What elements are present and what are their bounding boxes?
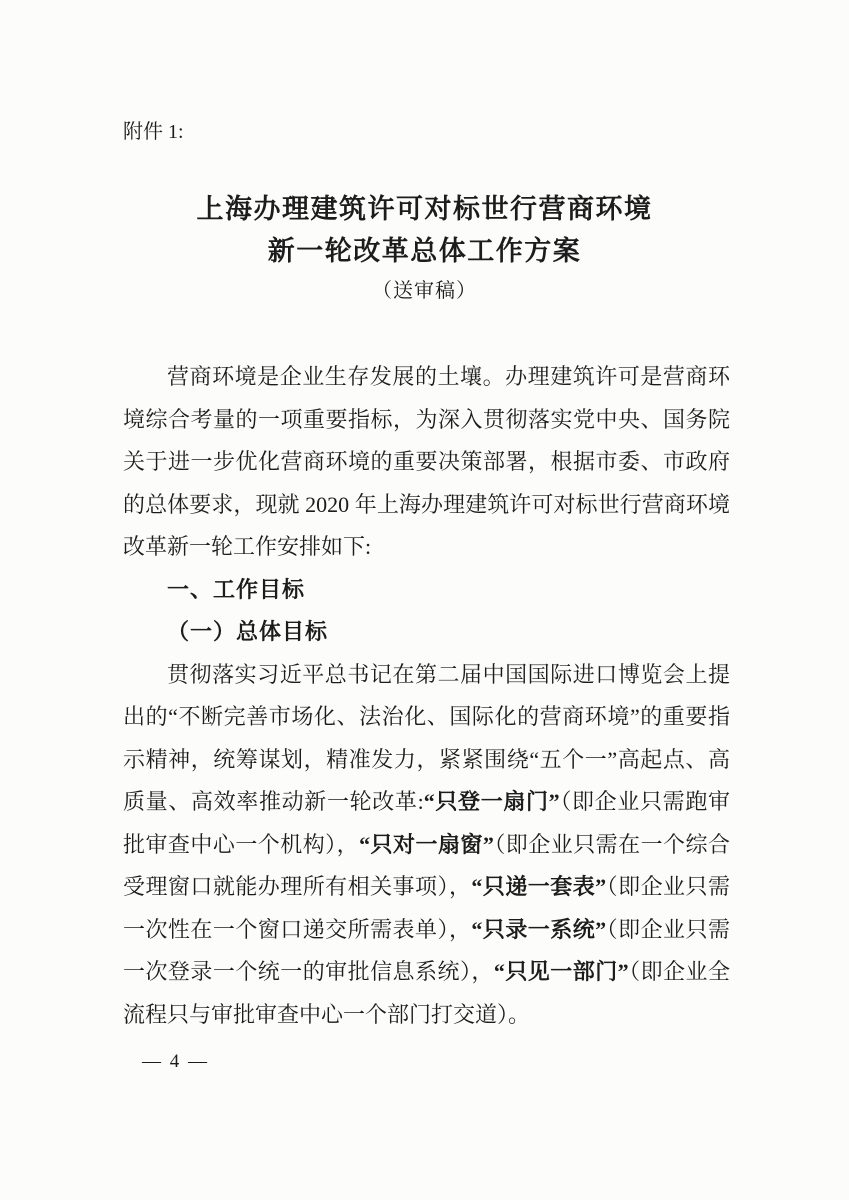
document-title — [0, 188, 849, 272]
text-segment-bold-one-window: “只对一扇窗” — [359, 831, 494, 857]
page-number: — 4 — — [142, 1051, 209, 1072]
document-title-line-2: 新一轮改革总体工作方案 — [267, 236, 582, 266]
text-segment-bold-one-form-set: “只递一套表” — [471, 874, 607, 899]
paragraph-overall-goals — [123, 654, 730, 1037]
text-segment-bold-one-department: “只见一部门” — [493, 959, 629, 984]
document-body — [123, 356, 730, 1036]
text-segment: （即企业全流程只与审批审查中心一个部门打交道）。 — [123, 959, 730, 1027]
subsection-heading-overall-goals: （一）总体目标 — [167, 619, 329, 644]
attachment-label: 附件 1: — [123, 121, 184, 143]
text-segment: （即企业只需一次性在一个窗口递交所需表单）， — [123, 874, 730, 942]
text-segment: （即企业只需跑审批审查中心一个机构）， — [123, 789, 730, 857]
paragraph-intro: 营商环境是企业生存发展的土壤。办理建筑许可是营商环境综合考量的一项重要指标，为深入贯彻落实党中央、国务院关于进一步优化营商环境的重要决策部署，根据市委、市政府的总体要求，现就 2020 年上海办理建筑许可对标世行营商环境改革新一轮工作安排如下: — [123, 364, 730, 559]
text-segment: （即企业只需在一个综合受理窗口就能办理所有相关事项）， — [123, 831, 730, 899]
text-segment: （即企业只需一次登录一个统一的审批信息系统）， — [123, 916, 730, 984]
text-segment-bold-one-system: “只录一系统” — [471, 916, 607, 942]
text-segment-bold-one-door: “只登一扇门” — [423, 789, 560, 814]
section-heading-work-goals: 一、工作目标 — [167, 576, 306, 602]
document-subtitle: （送审稿） — [372, 280, 477, 302]
document-title-line-1: 上海办理建筑许可对标世行营商环境 — [196, 194, 653, 224]
text-segment: 贯彻落实习近平总书记在第二届中国国际进口博览会上提出的“不断完善市场化、法治化、国际化的营商环境”的重要指示精神，统筹谋划，精准发力，紧紧围绕“五个一”高起点、高质量、高效率推动新一轮改革: — [123, 661, 730, 814]
